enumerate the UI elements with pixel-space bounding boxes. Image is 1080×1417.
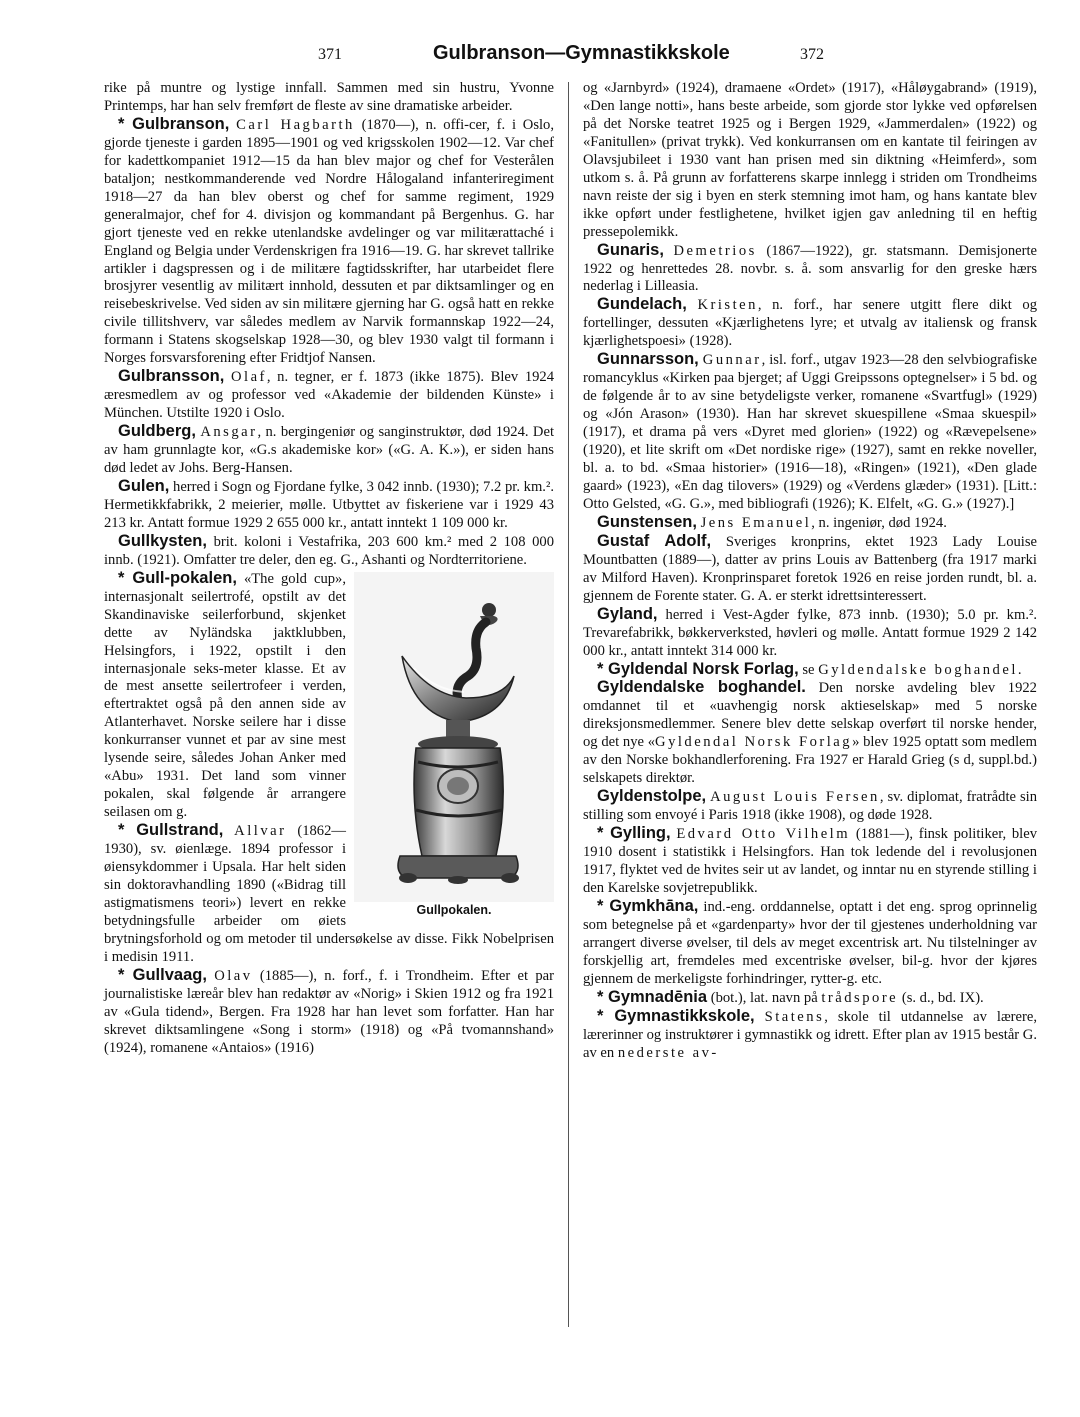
entry-gymnastikkskole xyxy=(583,1008,1037,1063)
entry-text: , n. tegner, er f. 1873 (ikke 1875). Blev 1924 æresmedlem av og professor ved «Akademie der bildenden Künste» i München. Utstilte 1920 i Oslo. xyxy=(104,369,555,422)
entry-text: , n. ingeniør, død 1924. xyxy=(811,514,947,531)
emphasized-text: nederste av- xyxy=(617,1044,719,1061)
headword: * Gulbranson, xyxy=(118,114,230,133)
person-name: Carl Hagbarth xyxy=(236,116,355,133)
entry-gymnadenia xyxy=(583,989,1037,1008)
entry-gunnarsson xyxy=(583,351,1037,514)
cross-reference: Gyldendalske boghandel xyxy=(818,661,1018,678)
entry-gulbransson xyxy=(104,368,554,423)
left-column xyxy=(104,80,554,1057)
headword: Gustaf Adolf, xyxy=(597,531,712,550)
person-name: Edvard Otto Vilhelm xyxy=(676,826,851,843)
headword: Guldberg, xyxy=(118,422,196,441)
person-name: Gunnar xyxy=(702,352,762,369)
entry-gundelach xyxy=(583,296,1037,351)
page-number-left: 371 xyxy=(318,46,342,63)
trophy-figure xyxy=(354,572,554,922)
headword: Gunaris, xyxy=(597,240,664,259)
entry-text: (1867—1922), gr. statsmann. Demisjonerte 1922 og henrettedes 28. novbr. s. å. som ansvarlig for den greske hærs nederlag i Lilleasia. xyxy=(583,242,1037,295)
entry-text: , n. bergingeniør og sanginstruktør, død 1924. Det av ham grunnlagte kor, «G.s akademiske kor» («G. A. K.»), er siden hans død ledet av Johs. Berg-Hansen. xyxy=(104,424,554,477)
headword: * Gullstrand, xyxy=(118,821,224,840)
person-name: Ansgar xyxy=(200,424,258,441)
person-name: August Louis Fersen xyxy=(710,789,880,806)
gull-pokalen-illustration xyxy=(354,572,554,902)
right-column xyxy=(583,80,1037,1062)
running-title: Gulbranson—Gymnastikkskole xyxy=(433,42,730,64)
headword: Gyland, xyxy=(597,604,658,623)
person-name: Jens Emanuel xyxy=(700,514,812,531)
entry-gyldenstolpe xyxy=(583,788,1037,825)
headword: Gulbransson, xyxy=(118,367,225,386)
entry-guldberg xyxy=(104,423,554,478)
figure-caption: Gullpokalen. xyxy=(416,902,492,917)
entry-text: Sveriges kronprins, ektet 1923 Lady Louise Mountbatten (1889—), datter av prins Louis av Battenberg (fra 1917 marki av Milford Haven). Kronprinsparet foretok 1926 en reise jorden rundt, bl. a. gjennem de Forente stater. G. A. er sterkt idrettsinteressert. xyxy=(583,533,1037,604)
entry-text: , n. forf., har senere utgitt flere dikt og fortellinger, dessuten «Kjærlighetens lyre; et utvalg av italiensk og fransk kjærlighetspoesi» (1928). xyxy=(583,297,1037,350)
entry-continuation: og «Jarnbyrd» (1924), dramaene «Ordet» (1917), «Håløygabrand» (1919), «Den lange notti», hans beste arbeide, som gjorde stor lykke ved opførelsen på det Norske teatret 1925 og i Bergen 1929, «Jammerdalen» (1922) og «Fanitullen» (privat trykk). Ved konkurransen om en kantate til feiringen av Olavsjubileet i 1930 vant han prisen med sin diktning «Heimferd», som utkom s. å. På grunn av forfatterens skarpe innlegg i striden om Trondheims navn reiste der sig i byen en sterk stemning imot ham, og hans kantate blev ikke opført under festlighetene, hvilket igjen gav anledning til en heftig pressepolemikk. xyxy=(583,80,1037,240)
entry-text: brit. koloni i Vestafrika, 203 600 km.² med 2 108 000 innb. (1921). Omfatter tre deler, den eg. G., Ashanti og Nordterritoriene. xyxy=(104,533,555,568)
headword: Gyldenstolpe, xyxy=(597,787,707,806)
entry-text: (1862—1930), sv. øienlæge. 1894 professor i øiensykdommer i Upsala. Har helt siden sin doktoravhandling 1890 («Bidrag till astigmatismens teori») levert en rekke betydningsfulle arbeider om øiets brytningsforhold og om metoder til undersøkelse av disse. Fikk Nobelprisen i medisin 1911. xyxy=(104,823,554,965)
entry-text: se xyxy=(802,661,815,678)
entry-text: Den norske avdeling blev 1922 omdannet til et «uavhengig norsk aktieselskap» med 5 norske direksjonsmedlemmer. Senere blev dette selskap overført til norske hender, og det nye « xyxy=(583,680,1037,751)
entry-gyldendalske-boghandel xyxy=(583,679,1037,788)
entry-text: (1885—), n. forf., f. i Trondheim. Efter et par journalistiske læreår blev han redaktør av «Norig» i Skien 1912 og fra 1921 av «Gula tidend», Bergen. Fra 1928 har han levet som forfatter. Han har skrevet diktsamlingene «Song i storm» (1918) og «På tvomannshand» (1924), romanene «Antaios» (1916) xyxy=(104,967,554,1056)
entry-text: (bot.), lat. navn på xyxy=(710,989,818,1006)
entry-text: (1870—), n. offi-cer, f. i Oslo, gjorde tjeneste i garden 1895—1901 og ved krigsskolen 1902—12. Var chef for kadettkompaniet 1912—15 da han blev major og chef for Vesterålen bataljon; nestkommanderende ved Nordre Hålogaland infanteriregiment 1918—27 da han blev oberst og chef for samme regiment, 1929 generalmajor, chef for 4. divisjon og kommandant på Bergenhus. G. har gjort tjeneste ved en rekke utenlandske avdelinger og var militærattaché i England og Belgia under Verdenskrigen fra 1916—19. G. har skrevet tallrike artikler i dagspressen og i de militære fagtidsskrifter, har utarbeidet flere brosjyrer vesentlig av militært innhold, dessuten et par diktsamlinger og en reisebeskrivelse. Ved siden av sin militære gjerning har G. også hatt en rekke civile tillitshverv, var således medlem av Narvik formannskap 1922—24, formann i Statens skogselskap 1928—30, og blev 1930 valgt til formann i Norges forsvarsforening efter Fridtjof Nansen. xyxy=(104,116,554,367)
entry-text: ind.-eng. orddannelse, optatt i det eng. sprog oprinnelig som betegnelse på et «gardenparty» hvor der til gjestenes underholdning var arrangert diverse øvelser, til dels av meget excentrisk art. Nu tilstelninger av forskjellig art, fremdeles med excentriske øvelser, bil-g. hvor der kjøres gjennem de merkeligste forhindringer, rytter-g. etc. xyxy=(583,898,1037,987)
headword: Gyldendalske boghandel. xyxy=(597,678,806,697)
entry-text: herred i Vest-Agder fylke, 873 innb. (1930); 5.0 pr. km.². Trevarefabrikk, bøkkerverksted, høvleri og mølle. Antatt formue 1929 2 142 000 kr., antatt inntekt 314 000 kr. xyxy=(583,606,1037,659)
entry-gunstensen xyxy=(583,514,1037,533)
page-number-right: 372 xyxy=(800,46,824,63)
headword: Gundelach, xyxy=(597,295,687,314)
headword: * Gymnadēnia xyxy=(597,987,708,1006)
person-name: Kristen xyxy=(697,297,758,314)
entry-gyland xyxy=(583,606,1037,661)
entry-gulen xyxy=(104,478,554,533)
headword: Gullkysten, xyxy=(118,531,207,550)
cross-reference: Gyldendal Norsk Forlag xyxy=(655,734,853,751)
entry-text: , isl. forf., utgav 1923—28 den selvbiografiske romancyklus «Kirken paa bjerget; af Uggi Greipssons optegnelser» i 5 bd. og de følgende år to av sine betydeligste verker, romanene «Svartfugl» (1929) og «Jón Arason» (1930). Han har skrevet skuespillene «Smaa skuespil» (1917), et drama på vers «Dyret med glorien» (1922) og «Rævepelsene» (1920), et lite skrift om «Det nordiske rige» (1927), samt en rekke noveller, bl. a. to bd. «Smaa historier» (1916—18), «Ringen» (1921), «Den glade gaard» (1923), «En dag tilovers» (1929) og «Verdens glæder» (1931). [Litt.: Otto Gelsted, «G. G.», med bibliografi (1926); K. Elfelt, «G. G.» (1927).] xyxy=(583,352,1037,512)
entry-text: (1881—), finsk politiker, blev 1910 dosent i statistikk i Helsingfors. Han tok ledende del i revolusjonen 1917, flyktet ved de hvites seir ut av landet, og inntar nu en styrende stilling i den Karelske sovjetrepublikk. xyxy=(583,826,1037,896)
headword: Gulen, xyxy=(118,476,170,495)
person-name: Olaf xyxy=(230,369,267,386)
entry-gylling xyxy=(583,825,1037,898)
person-name: Olav xyxy=(214,967,253,984)
headword: Gunstensen, xyxy=(597,512,697,531)
entry-text: «The gold cup», internasjonalt seilertrofé, opstilt av det Skandinaviske seilerforbund, skjenket dette av Nyländska jaktklubben, Helsingfors, i 1922, opstilt i den internasjonale seks-meter klasse. Et av de mest ansette seilertrofeer i verden, eftertraktet også på den annen side av Atlanterhavet. Norske seilere har i disse konkurranser vunnet et par av sine mest lysende seire, således Johan Anker med «Abu» 1931. Det land som vinner pokalen, skal følgende år arrangere seilasen om g. xyxy=(104,570,346,821)
entry-gulbranson xyxy=(104,116,554,368)
headword: * Gylling, xyxy=(597,824,671,843)
cross-reference: trådspore xyxy=(821,989,899,1006)
entry-text: herred i Sogn og Fjordane fylke, 3 042 innb. (1930); 7.2 pr. km.². Hermetikkfabrikk, 2 meierier, mølle. Utbyttet av fiskeriene var i 1929 43 213 kr. Antatt formue 1929 2 655 000 kr., antatt inntekt 1 109 000 kr. xyxy=(104,478,554,531)
headword: * Gymkhāna, xyxy=(597,896,699,915)
entry-gustaf-adolf xyxy=(583,533,1037,606)
entry-gullvaag xyxy=(104,967,554,1058)
entry-gullkysten xyxy=(104,533,554,570)
entry-text-2: (s. d., bd. IX). xyxy=(901,989,984,1006)
entry-text: , sv. diplomat, fratrådte sin stilling som envoyé i Paris 1918 (ikke 1908), og døde 1928. xyxy=(583,789,1037,824)
headword: * Gullvaag, xyxy=(118,965,207,984)
headword: Gunnarsson, xyxy=(597,350,699,369)
person-name: Allvar xyxy=(234,823,287,840)
running-header xyxy=(0,40,1080,70)
entry-text: , skole til utdannelse av lærere, lærerinner og instruktører i gymnastikk og idrett. Efter plan av 1915 består G. av en xyxy=(583,1008,1037,1061)
headword: * Gyldendal Norsk Forlag, xyxy=(597,659,799,678)
column-divider xyxy=(568,82,569,1327)
entry-gyldendal-norsk-forlag xyxy=(583,661,1037,680)
entry-text-end: . xyxy=(1017,661,1022,678)
headword: * Gymnastikkskole, xyxy=(597,1006,755,1025)
person-name: Demetrios xyxy=(673,242,757,259)
entry-continuation: rike på muntre og lystige innfall. Sammen med sin hustru, Yvonne Printemps, har han selv fremført de fleste av sine dramatiske arbeider. xyxy=(104,80,554,114)
entry-gymkhana xyxy=(583,898,1037,989)
headword: * Gull-pokalen, xyxy=(118,568,237,587)
entry-text-2: » blev 1925 optatt som medlem av den Norske bokhandlerforening. Fra 1927 er Harald Grieg (s d, suppl.bd.) selskapets direktør. xyxy=(583,734,1037,787)
person-name: Statens xyxy=(764,1008,825,1025)
entry-gunaris xyxy=(583,242,1037,297)
